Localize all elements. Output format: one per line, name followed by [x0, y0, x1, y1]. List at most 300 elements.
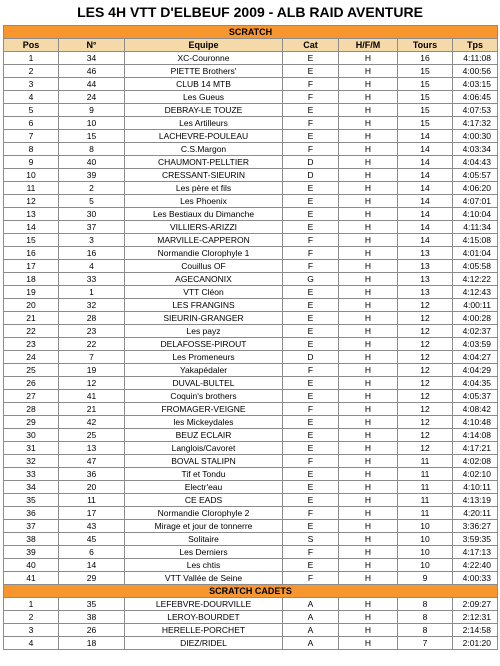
cell-number: 26: [59, 624, 125, 637]
cell-category: A: [283, 611, 339, 624]
cell-pos: 29: [4, 416, 59, 429]
cell-team: Tif et Tondu: [125, 468, 283, 481]
cell-time: 4:10:04: [453, 208, 498, 221]
cell-number: 22: [59, 338, 125, 351]
cell-team: Coquin's brothers: [125, 390, 283, 403]
cell-team: LES FRANGINS: [125, 299, 283, 312]
cell-category: E: [283, 65, 339, 78]
cell-laps: 12: [398, 325, 453, 338]
cell-number: 13: [59, 442, 125, 455]
cell-category: E: [283, 312, 339, 325]
cell-laps: 12: [398, 390, 453, 403]
cell-time: 4:08:42: [453, 403, 498, 416]
cell-category: D: [283, 169, 339, 182]
table-row: [4, 208, 498, 221]
cell-category: F: [283, 403, 339, 416]
cell-gender: H: [339, 312, 398, 325]
cell-laps: 8: [398, 598, 453, 611]
cell-team: Mirage et jour de tonnerre: [125, 520, 283, 533]
cell-team: CE EADS: [125, 494, 283, 507]
table-row: [4, 143, 498, 156]
cell-category: F: [283, 507, 339, 520]
cell-pos: 11: [4, 182, 59, 195]
cell-category: E: [283, 559, 339, 572]
cell-time: 4:00:56: [453, 65, 498, 78]
cell-laps: 10: [398, 533, 453, 546]
cell-laps: 11: [398, 455, 453, 468]
column-header-category: Cat: [283, 39, 339, 52]
cell-category: E: [283, 390, 339, 403]
cell-team: Les Artilleurs: [125, 117, 283, 130]
cell-time: 4:14:08: [453, 429, 498, 442]
cell-number: 17: [59, 507, 125, 520]
cell-gender: H: [339, 104, 398, 117]
cell-team: DEBRAY-LE TOUZE: [125, 104, 283, 117]
cell-time: 4:17:21: [453, 442, 498, 455]
cell-pos: 36: [4, 507, 59, 520]
cell-pos: 18: [4, 273, 59, 286]
cell-category: E: [283, 286, 339, 299]
cell-number: 29: [59, 572, 125, 585]
cell-time: 4:04:35: [453, 377, 498, 390]
cell-team: Yakapédaler: [125, 364, 283, 377]
table-row: [4, 520, 498, 533]
cell-number: 8: [59, 143, 125, 156]
cell-time: 4:02:10: [453, 468, 498, 481]
cell-time: 2:12:31: [453, 611, 498, 624]
cell-category: E: [283, 377, 339, 390]
cell-category: E: [283, 481, 339, 494]
cell-pos: 3: [4, 624, 59, 637]
cell-category: E: [283, 416, 339, 429]
cell-gender: H: [339, 78, 398, 91]
cell-pos: 4: [4, 91, 59, 104]
cell-laps: 9: [398, 572, 453, 585]
cell-laps: 13: [398, 260, 453, 273]
cell-gender: H: [339, 481, 398, 494]
cell-pos: 26: [4, 377, 59, 390]
cell-number: 20: [59, 481, 125, 494]
table-row: [4, 377, 498, 390]
cell-number: 18: [59, 637, 125, 650]
cell-pos: 12: [4, 195, 59, 208]
section-header-row: [4, 26, 498, 39]
cell-number: 12: [59, 377, 125, 390]
table-row: [4, 130, 498, 143]
section-title: SCRATCH CADETS: [4, 585, 498, 598]
cell-laps: 10: [398, 520, 453, 533]
cell-gender: H: [339, 546, 398, 559]
cell-pos: 4: [4, 637, 59, 650]
cell-team: Electr'eau: [125, 481, 283, 494]
cell-time: 2:14:58: [453, 624, 498, 637]
cell-time: 4:11:08: [453, 52, 498, 65]
cell-pos: 20: [4, 299, 59, 312]
cell-team: AGECANONIX: [125, 273, 283, 286]
cell-number: 2: [59, 182, 125, 195]
cell-number: 46: [59, 65, 125, 78]
results-table: [3, 25, 498, 650]
cell-laps: 14: [398, 156, 453, 169]
table-row: [4, 273, 498, 286]
cell-category: S: [283, 533, 339, 546]
cell-pos: 2: [4, 65, 59, 78]
cell-category: D: [283, 156, 339, 169]
cell-category: D: [283, 351, 339, 364]
cell-laps: 8: [398, 624, 453, 637]
cell-pos: 16: [4, 247, 59, 260]
cell-pos: 15: [4, 234, 59, 247]
cell-category: G: [283, 273, 339, 286]
cell-gender: H: [339, 559, 398, 572]
cell-gender: H: [339, 598, 398, 611]
cell-number: 36: [59, 468, 125, 481]
cell-gender: H: [339, 390, 398, 403]
cell-number: 32: [59, 299, 125, 312]
cell-gender: H: [339, 143, 398, 156]
cell-team: Les Phoenix: [125, 195, 283, 208]
cell-pos: 32: [4, 455, 59, 468]
cell-laps: 12: [398, 377, 453, 390]
cell-gender: H: [339, 507, 398, 520]
cell-team: CLUB 14 MTB: [125, 78, 283, 91]
cell-laps: 7: [398, 637, 453, 650]
cell-number: 28: [59, 312, 125, 325]
cell-category: F: [283, 260, 339, 273]
cell-gender: H: [339, 65, 398, 78]
results-table-body: [4, 26, 498, 650]
cell-category: A: [283, 598, 339, 611]
cell-pos: 23: [4, 338, 59, 351]
cell-gender: H: [339, 195, 398, 208]
cell-time: 4:17:32: [453, 117, 498, 130]
cell-laps: 12: [398, 364, 453, 377]
cell-gender: H: [339, 260, 398, 273]
cell-pos: 31: [4, 442, 59, 455]
cell-number: 33: [59, 273, 125, 286]
table-row: [4, 364, 498, 377]
table-row: [4, 429, 498, 442]
cell-time: 4:03:59: [453, 338, 498, 351]
cell-gender: H: [339, 52, 398, 65]
cell-time: 4:05:58: [453, 260, 498, 273]
cell-gender: H: [339, 169, 398, 182]
cell-time: 4:00:11: [453, 299, 498, 312]
cell-team: BOVAL STALIPN: [125, 455, 283, 468]
cell-laps: 13: [398, 273, 453, 286]
cell-gender: H: [339, 91, 398, 104]
cell-pos: 3: [4, 78, 59, 91]
cell-laps: 12: [398, 416, 453, 429]
cell-time: 4:02:37: [453, 325, 498, 338]
cell-gender: H: [339, 494, 398, 507]
cell-laps: 14: [398, 208, 453, 221]
cell-laps: 12: [398, 299, 453, 312]
cell-time: 4:00:30: [453, 130, 498, 143]
table-row: [4, 338, 498, 351]
cell-laps: 10: [398, 559, 453, 572]
cell-time: 4:10:11: [453, 481, 498, 494]
cell-laps: 14: [398, 143, 453, 156]
table-row: [4, 117, 498, 130]
cell-team: CRESSANT-SIEURIN: [125, 169, 283, 182]
table-row: [4, 455, 498, 468]
cell-number: 42: [59, 416, 125, 429]
cell-time: 4:03:34: [453, 143, 498, 156]
cell-gender: H: [339, 637, 398, 650]
cell-team: VTT Cléon: [125, 286, 283, 299]
cell-number: 15: [59, 130, 125, 143]
cell-pos: 19: [4, 286, 59, 299]
cell-gender: H: [339, 325, 398, 338]
cell-gender: H: [339, 247, 398, 260]
cell-number: 4: [59, 260, 125, 273]
cell-gender: H: [339, 533, 398, 546]
cell-pos: 33: [4, 468, 59, 481]
cell-gender: H: [339, 117, 398, 130]
cell-category: E: [283, 182, 339, 195]
cell-number: 16: [59, 247, 125, 260]
cell-category: E: [283, 520, 339, 533]
table-row: [4, 104, 498, 117]
column-header-number: N°: [59, 39, 125, 52]
column-header-gender: H/F/M: [339, 39, 398, 52]
cell-number: 21: [59, 403, 125, 416]
cell-team: FROMAGER-VEIGNE: [125, 403, 283, 416]
cell-category: F: [283, 117, 339, 130]
cell-laps: 8: [398, 611, 453, 624]
cell-team: Les Derniers: [125, 546, 283, 559]
cell-time: 4:02:08: [453, 455, 498, 468]
table-row: [4, 533, 498, 546]
section-title: SCRATCH: [4, 26, 498, 39]
cell-number: 43: [59, 520, 125, 533]
cell-number: 9: [59, 104, 125, 117]
cell-pos: 40: [4, 559, 59, 572]
cell-time: 2:09:27: [453, 598, 498, 611]
cell-pos: 10: [4, 169, 59, 182]
table-row: [4, 611, 498, 624]
cell-number: 19: [59, 364, 125, 377]
cell-team: Les payz: [125, 325, 283, 338]
cell-time: 4:12:22: [453, 273, 498, 286]
cell-category: E: [283, 299, 339, 312]
cell-team: Langlois/Cavoret: [125, 442, 283, 455]
cell-team: Les Bestiaux du Dimanche: [125, 208, 283, 221]
cell-gender: H: [339, 403, 398, 416]
cell-gender: H: [339, 572, 398, 585]
cell-team: LACHEVRE-POULEAU: [125, 130, 283, 143]
cell-time: 4:20:11: [453, 507, 498, 520]
cell-number: 38: [59, 611, 125, 624]
cell-laps: 12: [398, 338, 453, 351]
cell-gender: H: [339, 520, 398, 533]
column-header-laps: Tours: [398, 39, 453, 52]
cell-category: F: [283, 546, 339, 559]
table-row: [4, 182, 498, 195]
column-header-time: Tps: [453, 39, 498, 52]
cell-time: 4:06:45: [453, 91, 498, 104]
cell-category: E: [283, 338, 339, 351]
cell-team: MARVILLE-CAPPERON: [125, 234, 283, 247]
cell-pos: 6: [4, 117, 59, 130]
table-row: [4, 260, 498, 273]
cell-gender: H: [339, 208, 398, 221]
cell-pos: 1: [4, 598, 59, 611]
cell-team: XC-Couronne: [125, 52, 283, 65]
cell-time: 4:06:20: [453, 182, 498, 195]
table-row: [4, 325, 498, 338]
cell-team: Les Promeneurs: [125, 351, 283, 364]
cell-pos: 30: [4, 429, 59, 442]
table-row: [4, 481, 498, 494]
cell-laps: 15: [398, 104, 453, 117]
cell-category: A: [283, 624, 339, 637]
cell-laps: 14: [398, 169, 453, 182]
cell-number: 30: [59, 208, 125, 221]
cell-number: 34: [59, 52, 125, 65]
cell-number: 45: [59, 533, 125, 546]
table-row: [4, 598, 498, 611]
cell-number: 14: [59, 559, 125, 572]
table-row: [4, 637, 498, 650]
cell-pos: 22: [4, 325, 59, 338]
table-row: [4, 546, 498, 559]
cell-pos: 37: [4, 520, 59, 533]
cell-pos: 39: [4, 546, 59, 559]
cell-pos: 41: [4, 572, 59, 585]
table-row: [4, 91, 498, 104]
cell-gender: H: [339, 442, 398, 455]
cell-category: F: [283, 78, 339, 91]
cell-team: DUVAL-BULTEL: [125, 377, 283, 390]
cell-pos: 38: [4, 533, 59, 546]
cell-team: VTT Vallée de Seine: [125, 572, 283, 585]
cell-number: 35: [59, 598, 125, 611]
table-row: [4, 416, 498, 429]
table-row: [4, 468, 498, 481]
table-row: [4, 624, 498, 637]
cell-number: 6: [59, 546, 125, 559]
cell-team: Couillus OF: [125, 260, 283, 273]
column-header-row: [4, 39, 498, 52]
table-row: [4, 351, 498, 364]
cell-team: Les père et fils: [125, 182, 283, 195]
cell-team: Normandie Clorophyle 2: [125, 507, 283, 520]
cell-category: F: [283, 455, 339, 468]
cell-laps: 13: [398, 286, 453, 299]
table-row: [4, 559, 498, 572]
cell-category: A: [283, 637, 339, 650]
table-row: [4, 156, 498, 169]
cell-laps: 11: [398, 468, 453, 481]
cell-category: E: [283, 442, 339, 455]
cell-laps: 12: [398, 442, 453, 455]
table-row: [4, 299, 498, 312]
page-title: LES 4H VTT D'ELBEUF 2009 - ALB RAID AVENTURE: [77, 4, 423, 20]
cell-laps: 15: [398, 91, 453, 104]
cell-time: 4:15:08: [453, 234, 498, 247]
cell-laps: 15: [398, 78, 453, 91]
cell-gender: H: [339, 611, 398, 624]
cell-number: 7: [59, 351, 125, 364]
cell-laps: 13: [398, 247, 453, 260]
cell-time: 2:01:20: [453, 637, 498, 650]
cell-number: 5: [59, 195, 125, 208]
cell-pos: 8: [4, 143, 59, 156]
cell-pos: 21: [4, 312, 59, 325]
cell-team: DIEZ/RIDEL: [125, 637, 283, 650]
table-row: [4, 52, 498, 65]
cell-number: 23: [59, 325, 125, 338]
table-row: [4, 247, 498, 260]
cell-laps: 12: [398, 312, 453, 325]
cell-gender: H: [339, 130, 398, 143]
table-row: [4, 78, 498, 91]
cell-gender: H: [339, 234, 398, 247]
cell-pos: 27: [4, 390, 59, 403]
table-row: [4, 234, 498, 247]
cell-team: HERELLE-PORCHET: [125, 624, 283, 637]
cell-number: 41: [59, 390, 125, 403]
table-row: [4, 65, 498, 78]
table-row: [4, 494, 498, 507]
table-row: [4, 169, 498, 182]
cell-number: 40: [59, 156, 125, 169]
cell-gender: H: [339, 377, 398, 390]
cell-category: E: [283, 208, 339, 221]
cell-category: F: [283, 91, 339, 104]
cell-time: 4:04:29: [453, 364, 498, 377]
cell-category: E: [283, 104, 339, 117]
cell-time: 4:13:19: [453, 494, 498, 507]
cell-laps: 14: [398, 130, 453, 143]
cell-team: les Mickeydales: [125, 416, 283, 429]
cell-laps: 15: [398, 65, 453, 78]
cell-team: LEROY-BOURDET: [125, 611, 283, 624]
cell-time: 4:00:33: [453, 572, 498, 585]
cell-gender: H: [339, 286, 398, 299]
cell-pos: 28: [4, 403, 59, 416]
cell-time: 4:12:43: [453, 286, 498, 299]
cell-team: BEUZ ECLAIR: [125, 429, 283, 442]
cell-number: 39: [59, 169, 125, 182]
cell-laps: 16: [398, 52, 453, 65]
cell-category: F: [283, 143, 339, 156]
cell-laps: 12: [398, 351, 453, 364]
table-row: [4, 442, 498, 455]
cell-pos: 1: [4, 52, 59, 65]
cell-category: E: [283, 221, 339, 234]
cell-laps: 14: [398, 182, 453, 195]
cell-pos: 34: [4, 481, 59, 494]
cell-number: 44: [59, 78, 125, 91]
cell-category: E: [283, 494, 339, 507]
cell-time: 4:00:28: [453, 312, 498, 325]
table-row: [4, 572, 498, 585]
cell-pos: 24: [4, 351, 59, 364]
cell-category: F: [283, 247, 339, 260]
cell-laps: 12: [398, 403, 453, 416]
cell-time: 4:22:40: [453, 559, 498, 572]
cell-time: 4:11:34: [453, 221, 498, 234]
table-row: [4, 507, 498, 520]
cell-team: Normandie Clorophyle 1: [125, 247, 283, 260]
cell-pos: 14: [4, 221, 59, 234]
cell-time: 4:01:04: [453, 247, 498, 260]
cell-laps: 11: [398, 507, 453, 520]
cell-team: LEFEBVRE-DOURVILLE: [125, 598, 283, 611]
